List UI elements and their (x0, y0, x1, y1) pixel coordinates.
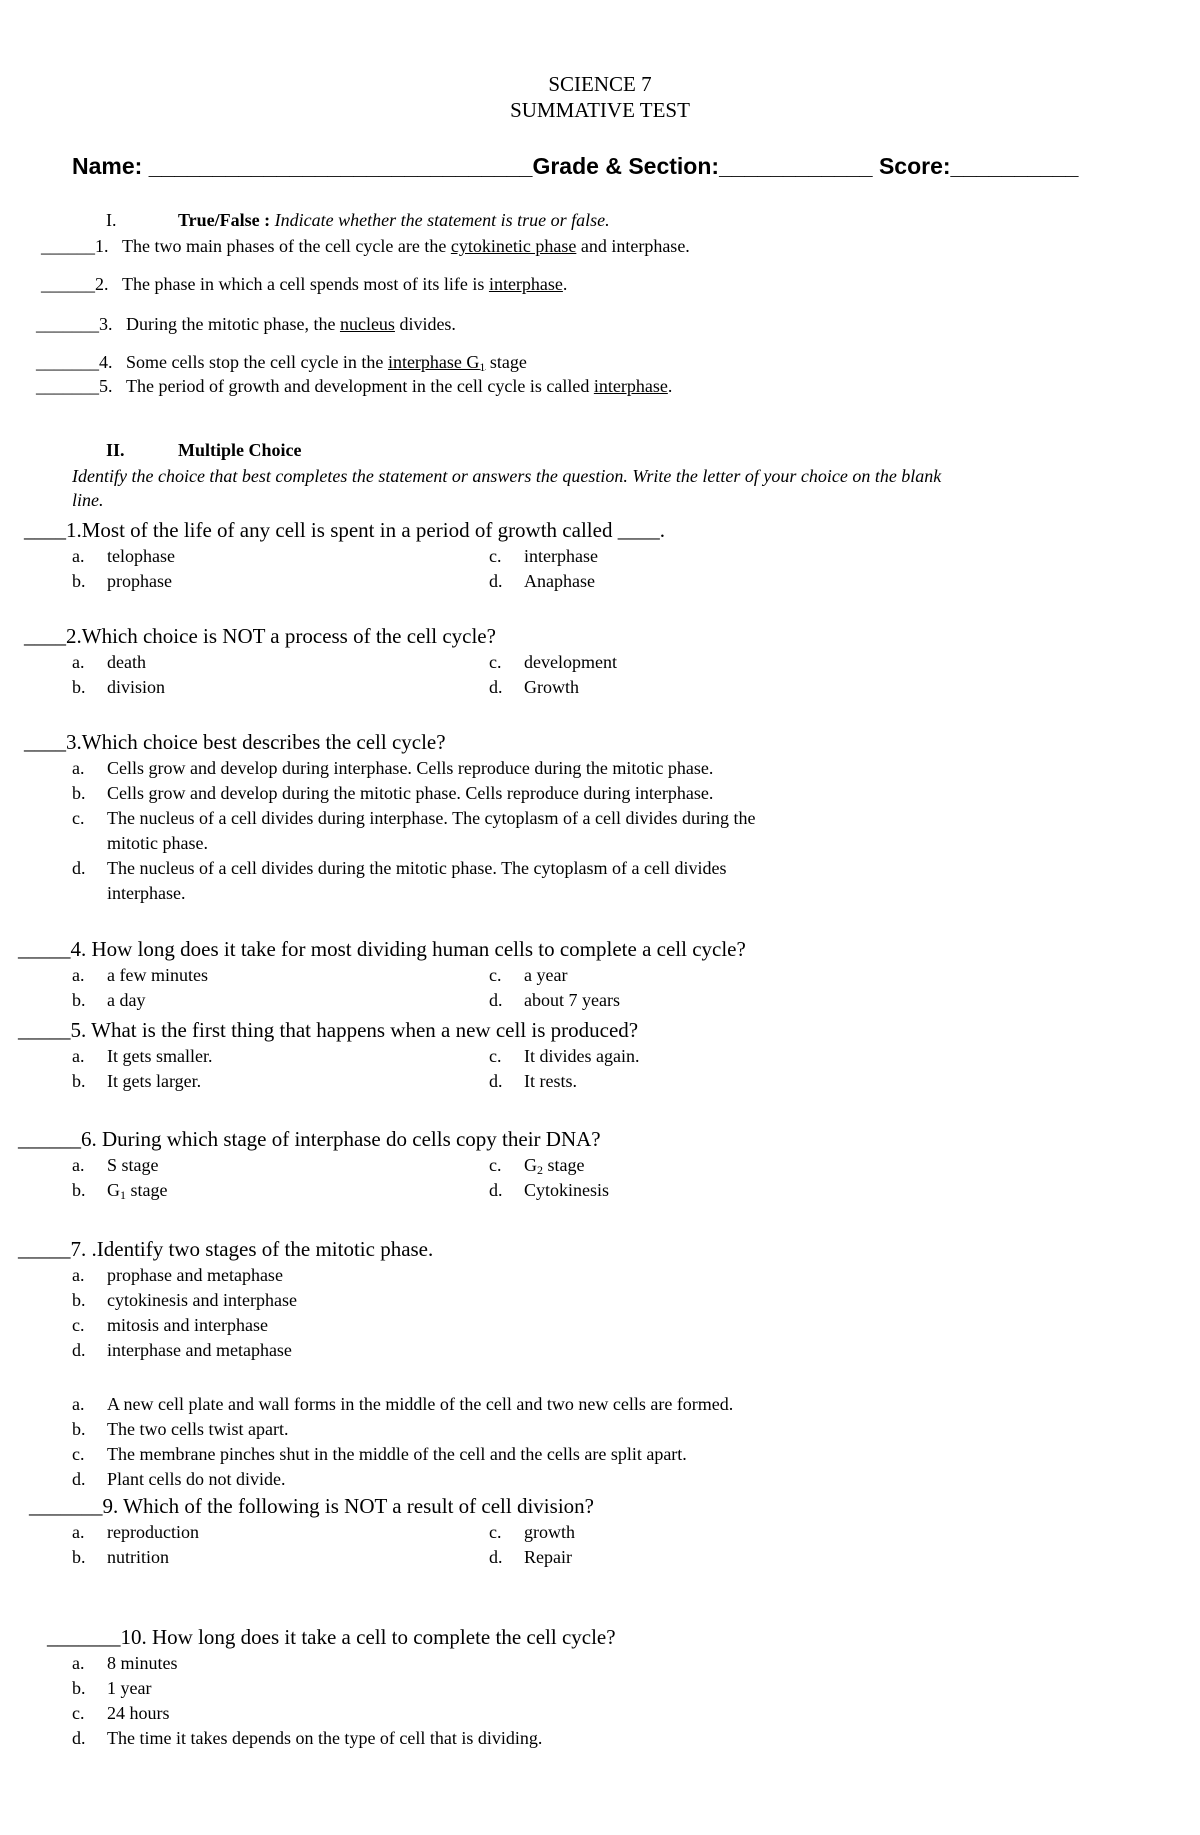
name-label: Name: (72, 153, 143, 179)
section2-instruction-1: Identify the choice that best completes the statement or answers the question. Write the letter of your choice on the blank (72, 466, 942, 486)
item-text-end: . (562, 274, 568, 294)
question-text: Which choice best describes the cell cycle? (81, 730, 446, 754)
option-c (72, 1703, 170, 1724)
item-text: The two main phases of the cell cycle are the (122, 236, 451, 256)
answer-blank[interactable]: _______ (36, 352, 99, 372)
option-letter: d. (72, 858, 86, 878)
option-d-continued: interphase. (107, 883, 186, 903)
section1-sep: : (259, 210, 275, 230)
answer-blank[interactable]: _______ (36, 314, 99, 334)
option-letter: c. (489, 1522, 502, 1542)
option-text: 8 minutes (107, 1653, 178, 1673)
option-letter: b. (72, 1290, 86, 1310)
question-text: How long does it take a cell to complete the cell cycle? (146, 1625, 616, 1649)
section1-title: True/False (178, 210, 260, 230)
option-text: The two cells twist apart. (107, 1419, 289, 1439)
option-a (72, 758, 713, 779)
option-letter: b. (72, 1678, 86, 1698)
option-letter: b. (72, 677, 86, 697)
option-letter: c. (489, 1155, 502, 1175)
question-2 (24, 624, 496, 649)
option-b (72, 1071, 201, 1092)
option-d (489, 571, 595, 592)
option-letter: b. (72, 1547, 86, 1567)
option-text: interphase and metaphase (107, 1340, 292, 1360)
option-c (72, 808, 755, 829)
option-a (72, 1155, 159, 1176)
underlined-term: nucleus (339, 314, 395, 334)
question-text: What is the first thing that happens when a new cell is produced? (86, 1018, 639, 1042)
option-letter: a. (72, 1155, 85, 1175)
option-a (72, 1394, 733, 1415)
option-letter: a. (72, 546, 85, 566)
subscript: 1 (120, 1188, 126, 1202)
underlined-term (388, 352, 485, 372)
option-letter: a. (72, 758, 85, 778)
option-letter: b. (72, 1071, 86, 1091)
option-text: Cytokinesis (524, 1180, 610, 1200)
question-text: Which choice is NOT a process of the cell cycle? (81, 624, 496, 648)
option-letter: a. (72, 1265, 85, 1285)
answer-blank[interactable]: ____3. (24, 730, 82, 754)
option-letter: c. (489, 965, 502, 985)
option-letter: b. (72, 1419, 86, 1439)
option-a (72, 1653, 178, 1674)
question-9 (29, 1494, 594, 1519)
option-d (489, 1180, 609, 1201)
option-text: reproduction (107, 1522, 199, 1542)
option-text: The membrane pinches shut in the middle of the cell and the cells are split apart. (107, 1444, 687, 1464)
option-d (489, 1071, 577, 1092)
item-text-end: . (667, 376, 673, 396)
option-d (72, 1340, 292, 1361)
answer-blank[interactable]: ____2. (24, 624, 82, 648)
option-letter: d. (72, 1469, 86, 1489)
option-b (72, 571, 172, 592)
option-text: Plant cells do not divide. (107, 1469, 286, 1489)
option-letter: a. (72, 652, 85, 672)
question-6 (18, 1127, 601, 1152)
option-text: Anaphase (524, 571, 595, 591)
question-text: During which stage of interphase do cells copy their DNA? (96, 1127, 601, 1151)
option-letter: d. (72, 1340, 86, 1360)
question-3 (24, 730, 446, 755)
item-text: During the mitotic phase, the (126, 314, 340, 334)
section1-instruction: Indicate whether the statement is true or false. (274, 210, 610, 230)
option-a (72, 1265, 283, 1286)
answer-blank[interactable]: _______9. (29, 1494, 119, 1518)
tf-item-5 (36, 376, 672, 397)
option-letter: c. (72, 808, 85, 828)
option-text: A new cell plate and wall forms in the middle of the cell and two new cells are formed. (107, 1394, 734, 1414)
question-text: Most of the life of any cell is spent in a period of growth called ____. (81, 518, 665, 542)
answer-blank[interactable]: _____7. (18, 1237, 87, 1261)
item-number: 3. (99, 314, 113, 334)
option-text: Repair (524, 1547, 572, 1567)
option-letter: a. (72, 1653, 85, 1673)
section2-title: Multiple Choice (178, 440, 302, 460)
option-letter: c. (489, 652, 502, 672)
option-text: G (524, 1155, 537, 1175)
question-text: Which of the following is NOT a result of cell division? (118, 1494, 594, 1518)
option-d (489, 990, 620, 1011)
option-text: It gets larger. (107, 1071, 202, 1091)
question-10 (47, 1625, 616, 1650)
option-d (72, 1728, 542, 1749)
answer-blank[interactable]: _______ (36, 376, 99, 396)
option-letter: d. (489, 990, 503, 1010)
option-d (72, 1469, 285, 1490)
option-letter: d. (489, 1071, 503, 1091)
grade-label: Grade & Section: (532, 153, 720, 179)
question-5 (18, 1018, 638, 1043)
option-text: The time it takes depends on the type of cell that is dividing. (107, 1728, 543, 1748)
option-text: 24 hours (107, 1703, 170, 1723)
option-letter: d. (489, 1180, 503, 1200)
option-d (72, 858, 727, 879)
option-c (489, 652, 617, 673)
answer-blank[interactable]: ______ (41, 236, 95, 256)
option-letter: a. (72, 1522, 85, 1542)
option-text: Cells grow and develop during the mitotic phase. Cells reproduce during interphase. (107, 783, 714, 803)
option-c-continued: mitotic phase. (107, 833, 208, 853)
option-text: Cells grow and develop during interphase. Cells reproduce during the mitotic phase. (107, 758, 714, 778)
question-7 (18, 1237, 433, 1262)
option-b (72, 677, 165, 698)
option-c (489, 546, 598, 567)
option-a (72, 965, 208, 986)
underlined-term: cytokinetic phase (450, 236, 577, 256)
option-a (72, 1046, 212, 1067)
underlined-term: interphase (593, 376, 668, 396)
section2-instruction-2: line. (72, 490, 104, 510)
question-1 (24, 518, 665, 543)
option-text: telophase (107, 546, 175, 566)
section1-heading (178, 210, 610, 231)
option-text: The nucleus of a cell divides during the mitotic phase. The cytoplasm of a cell divides (107, 858, 727, 878)
option-text: death (107, 652, 146, 672)
tf-item-2 (41, 274, 567, 295)
answer-blank[interactable]: _____5. (18, 1018, 87, 1042)
option-b (72, 1547, 169, 1568)
option-letter: c. (489, 1046, 502, 1066)
item-text-end: and interphase. (576, 236, 690, 256)
option-text: cytokinesis and interphase (107, 1290, 297, 1310)
item-number: 5. (99, 376, 113, 396)
section1-numeral: I. (106, 210, 117, 230)
score-label: Score: (878, 153, 951, 179)
option-c (489, 1046, 639, 1067)
option-c (72, 1444, 687, 1465)
option-text: growth (524, 1522, 575, 1542)
option-text: interphase (524, 546, 598, 566)
answer-blank[interactable]: _______10. (47, 1625, 147, 1649)
subject-title: SCIENCE 7 (548, 72, 652, 96)
option-d (489, 1547, 572, 1568)
option-text: prophase and metaphase (107, 1265, 283, 1285)
subscript: 2 (537, 1163, 543, 1177)
option-b (72, 1678, 151, 1699)
option-text-end: stage (126, 1180, 168, 1200)
option-letter: d. (489, 677, 503, 697)
tf-item-1 (41, 236, 690, 257)
answer-blank[interactable]: _____4. (18, 937, 87, 961)
option-text: G (107, 1180, 120, 1200)
item-text-end: stage (485, 352, 527, 372)
question-text: .Identify two stages of the mitotic phase. (86, 1237, 434, 1261)
option-c (489, 1522, 575, 1543)
option-letter: b. (72, 783, 86, 803)
option-letter: d. (489, 1547, 503, 1567)
section2-numeral: II. (106, 440, 125, 460)
tf-item-4 (36, 352, 527, 375)
name-blank[interactable]: ______________________________ (148, 153, 533, 179)
item-text: The phase in which a cell spends most of its life is (122, 274, 489, 294)
option-text: division (107, 677, 166, 697)
option-d (489, 677, 579, 698)
subscript: 1 (479, 360, 486, 374)
option-letter: b. (72, 571, 86, 591)
option-b (72, 990, 145, 1011)
option-letter: c. (72, 1444, 85, 1464)
option-letter: a. (72, 965, 85, 985)
option-text: mitosis and interphase (107, 1315, 268, 1335)
question-text: How long does it take for most dividing human cells to complete a cell cycle? (86, 937, 746, 961)
item-text: The period of growth and development in the cell cycle is called (126, 376, 594, 396)
option-text: S stage (107, 1155, 159, 1175)
option-letter: b. (72, 990, 86, 1010)
question-4 (18, 937, 746, 962)
grade-blank[interactable]: ____________ (719, 153, 873, 179)
info-line (72, 153, 1078, 180)
option-a (72, 652, 146, 673)
option-text: development (524, 652, 617, 672)
item-text-end: divides. (394, 314, 456, 334)
option-text: Growth (524, 677, 579, 697)
option-letter: a. (72, 1046, 85, 1066)
answer-blank[interactable]: ______ (41, 274, 95, 294)
option-letter: d. (489, 571, 503, 591)
option-letter: c. (489, 546, 502, 566)
option-text: a year (524, 965, 568, 985)
option-text: a day (107, 990, 146, 1010)
answer-blank[interactable]: ____1. (24, 518, 82, 542)
option-letter: d. (72, 1728, 86, 1748)
option-b (72, 783, 713, 804)
option-text: It divides again. (524, 1046, 640, 1066)
option-letter: c. (72, 1703, 85, 1723)
option-text: The nucleus of a cell divides during interphase. The cytoplasm of a cell divides during the (107, 808, 756, 828)
option-text: 1 year (107, 1678, 152, 1698)
option-b (72, 1290, 297, 1311)
item-number: 2. (95, 274, 109, 294)
option-text: about 7 years (524, 990, 620, 1010)
item-number: 1. (95, 236, 109, 256)
underlined-term: interphase (488, 274, 563, 294)
score-blank[interactable]: __________ (950, 153, 1079, 179)
test-title: SUMMATIVE TEST (510, 98, 690, 122)
option-b (72, 1419, 288, 1440)
option-a (72, 546, 175, 567)
option-text: It gets smaller. (107, 1046, 213, 1066)
option-c (72, 1315, 268, 1336)
underlined-term-text: interphase G (387, 352, 480, 372)
option-text: It rests. (524, 1071, 577, 1091)
option-letter: b. (72, 1180, 86, 1200)
option-text: nutrition (107, 1547, 169, 1567)
option-text: prophase (107, 571, 172, 591)
option-text: a few minutes (107, 965, 208, 985)
option-letter: a. (72, 1394, 85, 1414)
item-number: 4. (99, 352, 113, 372)
tf-item-3 (36, 314, 456, 335)
option-c (489, 1155, 584, 1178)
option-a (72, 1522, 199, 1543)
option-letter: c. (72, 1315, 85, 1335)
option-b (72, 1180, 167, 1203)
item-text: Some cells stop the cell cycle in the (126, 352, 388, 372)
answer-blank[interactable]: ______6. (18, 1127, 97, 1151)
option-text-end: stage (543, 1155, 585, 1175)
option-c (489, 965, 567, 986)
